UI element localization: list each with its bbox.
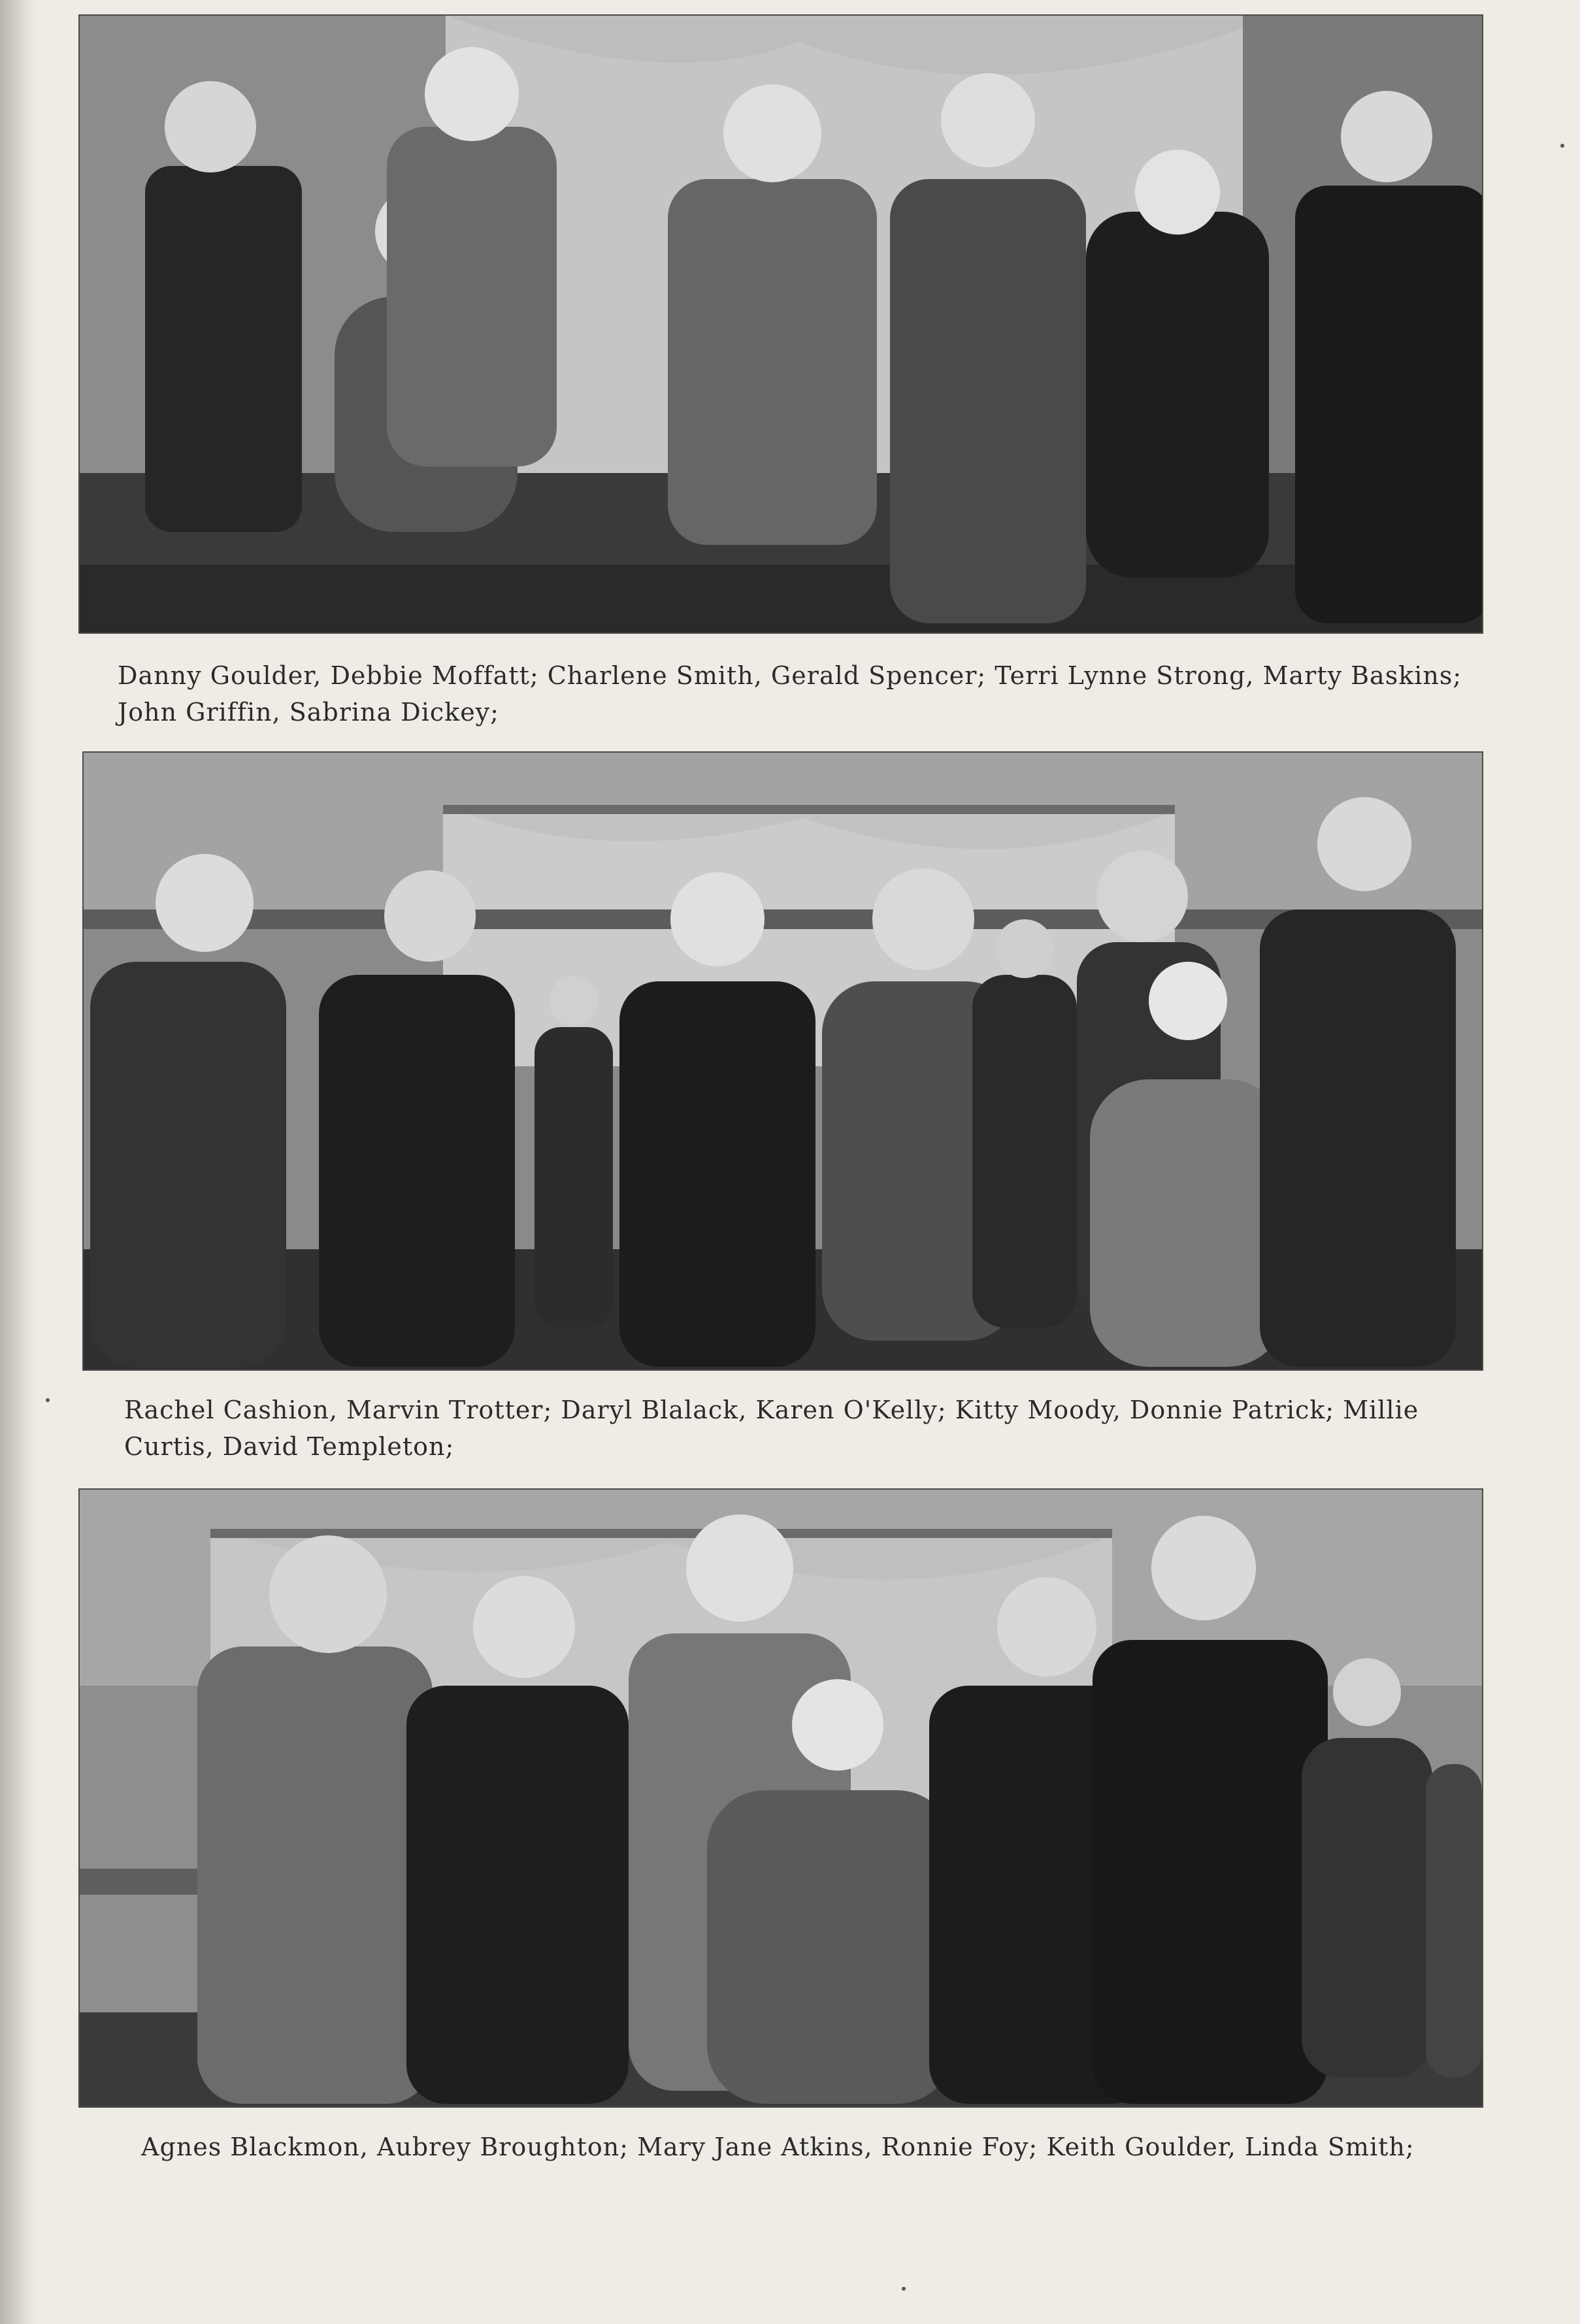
photo-1-caption-line-1: Danny Goulder, Debbie Moffatt; Charlene Smith, Gerald Spencer; Terri Lynne Strong, Marty Baskins; — [118, 661, 1462, 690]
group-photo-1 — [78, 14, 1483, 634]
photo-1-caption-line-2: John Griffin, Sabrina Dickey; — [118, 698, 499, 727]
photo-3-caption-line-1: Agnes Blackmon, Aubrey Broughton; Mary Jane Atkins, Ronnie Foy; Keith Goulder, Linda Smith; — [141, 2133, 1415, 2161]
page-speck — [1560, 144, 1564, 148]
page-speck — [902, 2287, 906, 2291]
photo-2-caption-line-2: Curtis, David Templeton; — [124, 1432, 455, 1461]
photo-2-caption-line-1: Rachel Cashion, Marvin Trotter; Daryl Blalack, Karen O'Kelly; Kitty Moody, Donnie Patrick; Millie — [124, 1396, 1419, 1424]
page-speck — [46, 1398, 50, 1402]
group-photo-3 — [78, 1488, 1483, 2108]
page-binding-shadow — [0, 0, 39, 2324]
group-photo-2 — [82, 751, 1483, 1371]
